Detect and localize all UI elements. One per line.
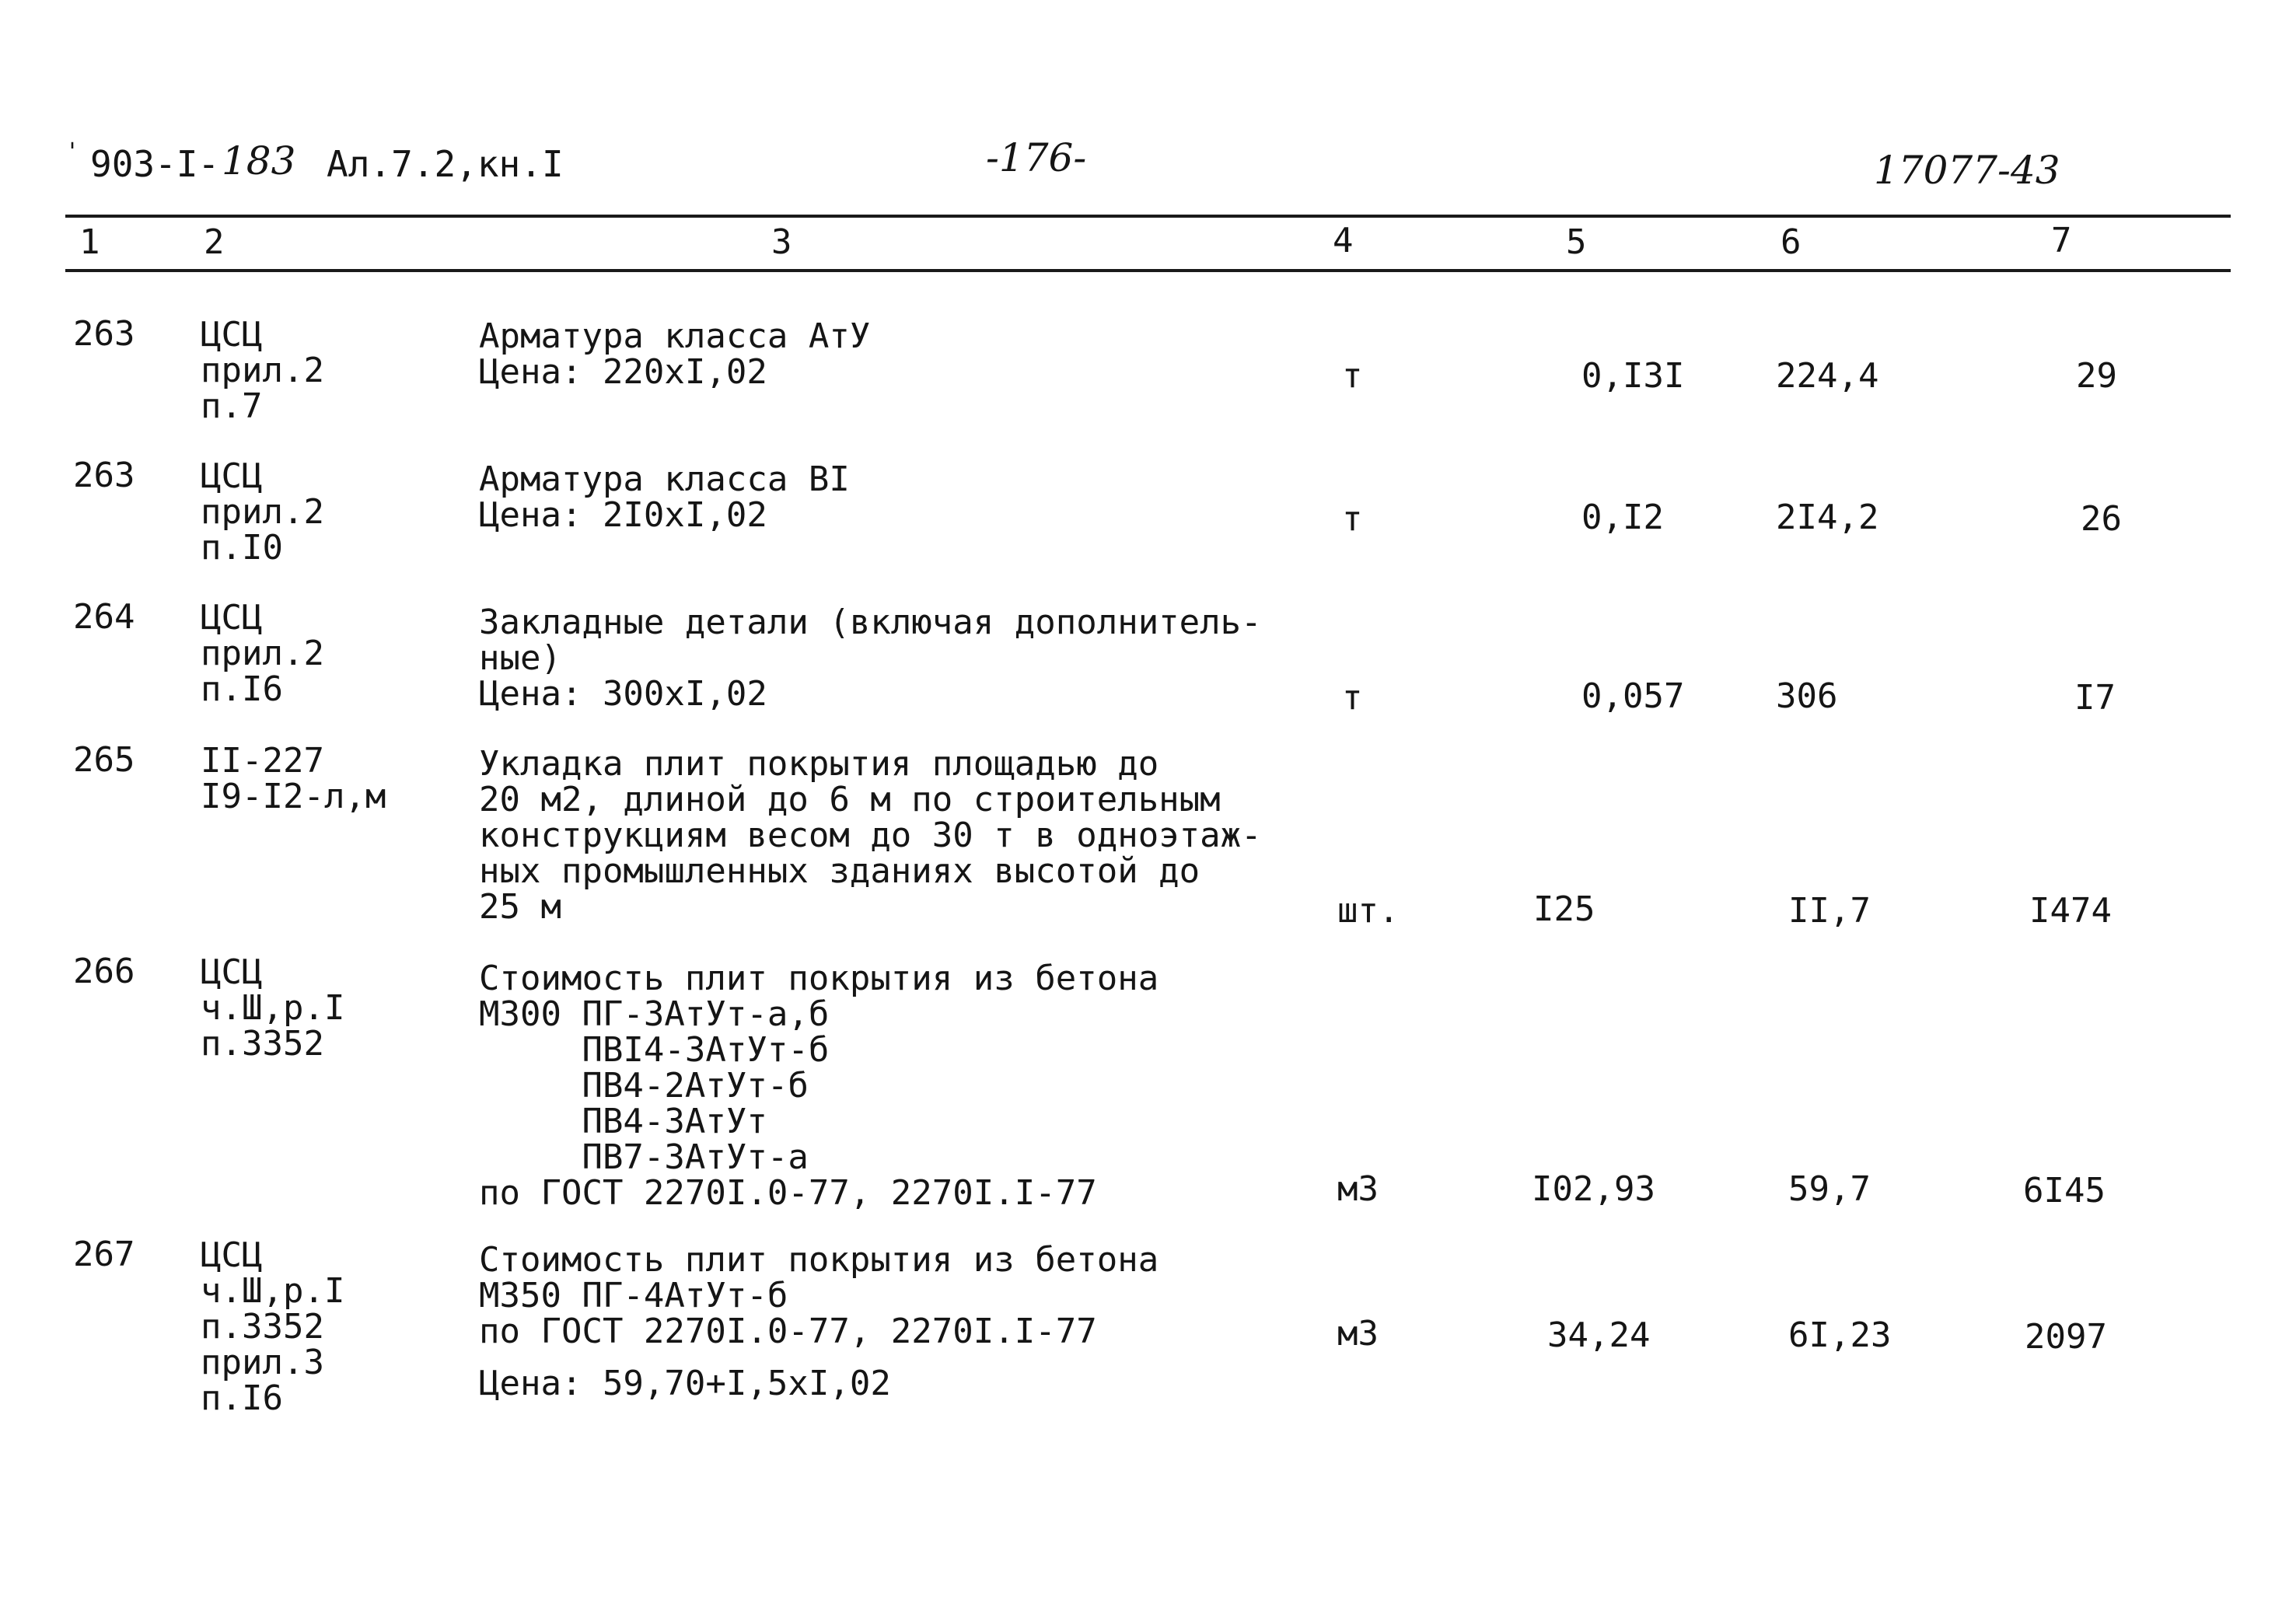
row-description: Укладка плит покрытия площадью до 20 м2, длиной до 6 м по строительным конструкциям весом до 30 т в одноэтаж- ных промышленных зданиях высотой до 25 м <box>479 744 1262 927</box>
row-quantity: 0,I3I <box>1581 356 1685 396</box>
row-unit-price: 306 <box>1776 676 1838 716</box>
row-unit: т <box>1342 678 1363 718</box>
row-number: 264 <box>73 597 135 637</box>
row-unit: т <box>1342 356 1363 396</box>
row-number: 265 <box>73 740 135 780</box>
row-unit-price: 6I,23 <box>1788 1315 1892 1355</box>
row-reference: ЦСЦ прил.2 п.I6 <box>201 598 324 709</box>
corner-mark: ' <box>65 138 80 166</box>
column-header-4: 4 <box>1333 221 1354 260</box>
row-reference: ЦСЦ ч.Ш,р.I п.3352 прил.3 п.I6 <box>201 1235 345 1418</box>
row-unit: т <box>1342 499 1363 539</box>
row-total: 29 <box>2076 356 2117 396</box>
row-unit: шт. <box>1337 891 1400 931</box>
row-unit-price: 59,7 <box>1788 1169 1871 1209</box>
row-description: Стоимость плит покрытия из бетона М300 ПГ-3АтУт-а,б ПВI4-3АтУт-б ПВ4-2АтУт-б ПВ4-3АтУт ПВ7-3АтУт-а по ГОСТ 2270I.0-77, 2270I.I-77 <box>479 959 1159 1213</box>
row-description: Арматура класса BI Цена: 2I0xI,02 <box>479 459 850 535</box>
column-header-2: 2 <box>204 222 225 262</box>
column-header-3: 3 <box>771 222 792 262</box>
column-header-5: 5 <box>1566 222 1587 262</box>
row-number: 263 <box>73 456 135 495</box>
row-unit-price: II,7 <box>1788 891 1871 931</box>
header-rule-bottom <box>65 269 2231 272</box>
row-description: Арматура класса АтУ Цена: 220xI,02 <box>479 316 871 392</box>
row-number: 266 <box>73 952 135 991</box>
album-reference: Ал.7.2,кн.I <box>327 143 564 185</box>
row-description: Стоимость плит покрытия из бетона М350 ПГ-4АтУт-б по ГОСТ 2270I.0-77, 2270I.I-77 <box>479 1240 1159 1351</box>
row-unit-price: 2I4,2 <box>1776 498 1879 537</box>
doc-code-prefix: 903-I- <box>90 143 220 185</box>
column-header-1: 1 <box>79 222 100 262</box>
page-number: -176- <box>986 135 1087 180</box>
row-reference: ЦСЦ прил.2 п.I0 <box>201 456 324 568</box>
row-total: I474 <box>2029 891 2112 931</box>
row-description: Закладные детали (включая дополнитель- ные) Цена: 300xI,02 <box>479 603 1262 714</box>
row-quantity: 0,I2 <box>1581 498 1664 537</box>
row-reference: ЦСЦ прил.2 п.7 <box>201 315 324 426</box>
row-reference: II-227 I9-I2-л,м <box>201 741 386 816</box>
row-total: 6I45 <box>2023 1171 2106 1210</box>
row-number: 263 <box>73 314 135 354</box>
row-number: 267 <box>73 1235 135 1274</box>
row-total: 26 <box>2081 499 2122 539</box>
row-total: I7 <box>2074 678 2116 718</box>
row-quantity: 0,057 <box>1581 676 1685 716</box>
row-unit: м3 <box>1337 1314 1379 1354</box>
column-header-6: 6 <box>1781 222 1802 262</box>
row-quantity: I25 <box>1533 889 1595 929</box>
row-unit-price: 224,4 <box>1776 356 1879 396</box>
row-total: 2097 <box>2025 1317 2107 1357</box>
row-reference: ЦСЦ ч.Ш,р.I п.3352 <box>201 952 345 1064</box>
row-quantity: I02,93 <box>1532 1169 1655 1209</box>
doc-code-handwritten: 183 <box>222 138 296 183</box>
row-quantity: 34,24 <box>1547 1315 1651 1355</box>
document-number: 17077-43 <box>1874 148 2060 193</box>
row-price-note: Цена: 59,70+I,5xI,02 <box>479 1364 891 1403</box>
column-header-7: 7 <box>2051 221 2072 260</box>
header-rule-top <box>65 215 2231 218</box>
row-unit: м3 <box>1337 1169 1379 1209</box>
